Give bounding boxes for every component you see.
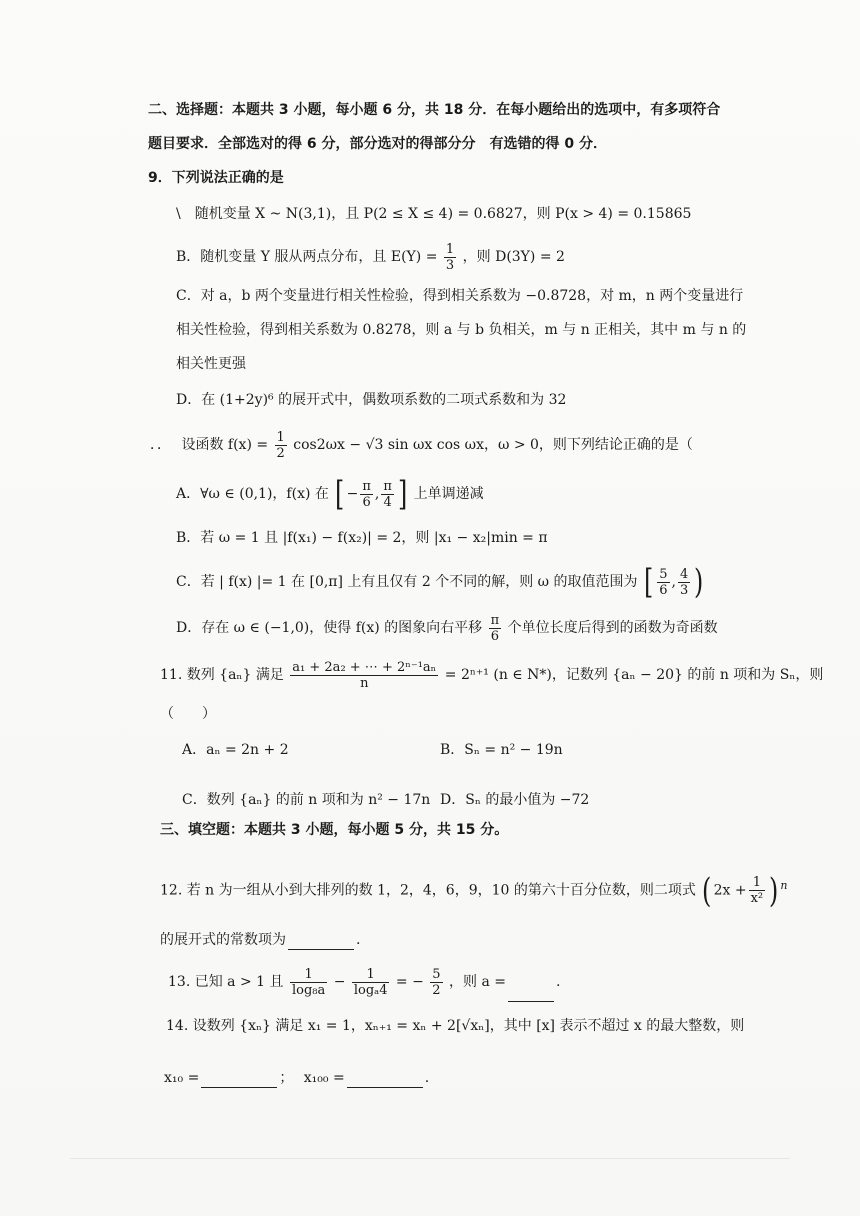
q12-answer-blank[interactable] <box>288 949 354 950</box>
q14-separator: ； <box>279 1070 294 1086</box>
q13-fraction-3 <box>430 967 442 998</box>
left-bracket: [ <box>643 562 654 602</box>
q11-paren: （ ） <box>160 706 216 722</box>
q13-post: ，则 a = <box>449 974 507 990</box>
frac-num: 4 <box>680 566 689 582</box>
q10-option-b: B．若 ω = 1 且 |f(x₁) − f(x₂)| = 2，则 |x₁ − x₂|min = π <box>176 530 548 546</box>
q11-stem-post: = 2ⁿ⁺¹ (n ∈ N*)，记数列 {aₙ − 20} 的前 n 项和为 Sₙ，则 <box>444 667 824 683</box>
frac-den: 2 <box>432 982 441 998</box>
q9-option-b-pre: B．随机变量 Y 服从两点分布，且 E(Y) = <box>176 249 438 265</box>
q12-line-2: 的展开式的常数项为 . <box>160 932 361 948</box>
q9-option-b <box>176 240 565 274</box>
q13-equals: = − <box>395 974 424 990</box>
frac-num: 5 <box>659 566 668 582</box>
q10-option-c: C．若 | f(x) |= 1 在 [0,π] 上有且仅有 2 个不同的解，则 ω 的取值范围为 [ $\frac{5}{6}$ , $\frac{4}{3}$ ) <box>176 562 704 602</box>
frac-den: n <box>360 675 369 691</box>
section-2-title-line-2: 题目要求．全部选对的得 6 分，部分选对的得部分分 有选错的得 0 分． <box>148 136 607 152</box>
q12-expr-inner: 2x + <box>713 882 747 899</box>
frac-den: 2 <box>276 445 285 461</box>
q10-option-a-pre: A．∀ω ∈ (0,1)，f(x) 在 <box>176 486 329 502</box>
q12-line-1 <box>160 866 788 911</box>
q10-stem-post: cos2ωx − √3 sin ωx cos ωx，ω > 0，则下列结论正确的是（ <box>293 437 693 453</box>
q9-option-b-post: ，则 D(3Y) = 2 <box>462 249 565 265</box>
frac-den: x² <box>750 891 764 907</box>
q11-option-d: D．Sₙ 的最小值为 −72 <box>440 792 590 808</box>
left-paren: ( <box>702 870 712 911</box>
q9-option-a-mark: \ <box>176 206 181 222</box>
q14-line-2: x₁₀ = ； x₁₀₀ = . <box>164 1070 430 1086</box>
q12-line-2-text: 的展开式的常数项为 <box>160 932 286 948</box>
q14-x100-blank[interactable] <box>347 1087 423 1088</box>
q11-stem-fraction <box>290 660 438 691</box>
frac-num: 1 <box>352 967 390 983</box>
frac-den: 4 <box>383 494 392 510</box>
q11-stem-pre: 11. 数列 {aₙ} 满足 <box>160 667 284 683</box>
q10-option-d-pre: D．存在 ω ∈ (−1,0)，使得 f(x) 的图象向右平移 <box>176 620 483 636</box>
right-paren: ) <box>694 562 704 602</box>
right-bracket: ] <box>397 474 408 514</box>
frac-den: log₈a <box>291 982 326 998</box>
q10-option-d-post: 个单位长度后得到的函数为奇函数 <box>507 620 718 636</box>
q14-x100-label: x₁₀₀ = <box>303 1070 345 1086</box>
frac-num: 1 <box>290 967 327 983</box>
section-2-title-line-1: 二、选择题：本题共 3 小题，每小题 6 分，共 18 分．在每小题给出的选项中，有多项符合 <box>148 102 721 118</box>
frac-num: a₁ + 2a₂ + ⋯ + 2ⁿ⁻¹aₙ <box>292 659 437 675</box>
frac-num: 5 <box>432 966 441 982</box>
q10-option-a: A．∀ω ∈ (0,1)，f(x) 在 [ − $\frac{\pi}{6}$ , $\frac{\pi}{4}$ ] 上单调递减 <box>176 474 484 514</box>
q14-x10-blank[interactable] <box>201 1087 277 1088</box>
q11-option-a: A．aₙ = 2n + 2 <box>182 742 289 758</box>
q10-stem-pre: 设函数 f(x) = <box>181 437 269 453</box>
q13-fraction-2 <box>352 967 390 998</box>
q11-stem <box>160 656 823 694</box>
frac-den: 6 <box>362 494 371 510</box>
q10-option-a-post: 上单调递减 <box>413 486 484 502</box>
q14-line-1: 14. 设数列 {xₙ} 满足 x₁ = 1，xₙ₊₁ = xₙ + 2[√xₙ]，其中 [x] 表示不超过 x 的最大整数，则 <box>166 1018 745 1034</box>
q10-a-right-fraction <box>381 479 394 510</box>
q10-stem <box>150 426 693 464</box>
q9-option-c-line-1: C．对 a，b 两个变量进行相关性检验，得到相关系数为 −0.8728，对 m，n 两个变量进行 <box>176 288 744 304</box>
frac-num: π <box>383 478 392 494</box>
frac-den: 6 <box>659 582 668 598</box>
q12-expr-fraction <box>749 875 766 906</box>
frac-den: 6 <box>490 628 500 644</box>
q9-stem: 9．下列说法正确的是 <box>148 170 284 186</box>
q14-x10-label: x₁₀ = <box>164 1070 200 1086</box>
q9-option-d: D．在 (1+2y)⁶ 的展开式中，偶数项系数的二项式系数和为 32 <box>176 392 567 408</box>
frac-num: 1 <box>749 875 766 891</box>
q11-option-b: B．Sₙ = n² − 19n <box>440 742 563 758</box>
right-paren: ) <box>769 870 779 911</box>
frac-num: 1 <box>276 429 285 445</box>
q10-number: ．． <box>150 437 171 453</box>
frac-den: logₐ4 <box>353 982 388 998</box>
q12-line-1-pre: 12. 若 n 为一组从小到大排列的数 1，2，4，6，9，10 的第六十百分位数，则二项式 <box>160 882 696 899</box>
q9-option-a <box>176 204 691 224</box>
q10-stem-fraction <box>275 430 287 461</box>
q13-pre: 13. 已知 a > 1 且 <box>168 974 284 990</box>
bottom-rule <box>70 1158 790 1159</box>
q13-line: 13. 已知 a > 1 且 $\frac{1}{\text{log₈a}}$ − $\frac{1}{\text{logₐ4}}$ = − $\frac{5}{2}$ ，则 a = . <box>168 962 560 1002</box>
frac-num: 1 <box>445 241 455 257</box>
q10-a-left-fraction <box>360 479 373 510</box>
q10-option-c-pre: C．若 | f(x) |= 1 在 [0,π] 上有且仅有 2 个不同的解，则 ω 的取值范围为 <box>176 574 638 590</box>
frac-den: 3 <box>445 257 455 273</box>
frac-num: π <box>490 612 500 628</box>
q9-option-c-line-2: 相关性检验，得到相关系数为 0.8278，则 a 与 b 负相关，m 与 n 正相关，其中 m 与 n 的 <box>176 322 747 338</box>
q10-c-left-fraction <box>657 567 669 598</box>
q11-option-c: C．数列 {aₙ} 的前 n 项和为 n² − 17n <box>182 792 431 808</box>
frac-num: π <box>362 478 371 494</box>
left-bracket: [ <box>335 474 345 514</box>
q12-expr-exponent: n <box>780 879 788 892</box>
q9-option-c-line-3: 相关性更强 <box>176 356 246 372</box>
q9-option-a-text: 随机变量 X ~ N(3,1)，且 P(2 ≤ X ≤ 4) = 0.6827，则 P(x > 4) = 0.15865 <box>194 206 692 222</box>
q13-answer-blank[interactable] <box>508 1001 554 1002</box>
q13-fraction-1 <box>290 967 327 998</box>
section-3-title: 三、填空题：本题共 3 小题，每小题 5 分，共 15 分。 <box>160 822 509 838</box>
q10-option-d <box>176 610 718 646</box>
frac-den: 3 <box>680 582 689 598</box>
q9-option-b-fraction <box>444 242 456 273</box>
q10-c-right-fraction <box>678 567 690 598</box>
q10-option-d-fraction <box>489 613 502 644</box>
